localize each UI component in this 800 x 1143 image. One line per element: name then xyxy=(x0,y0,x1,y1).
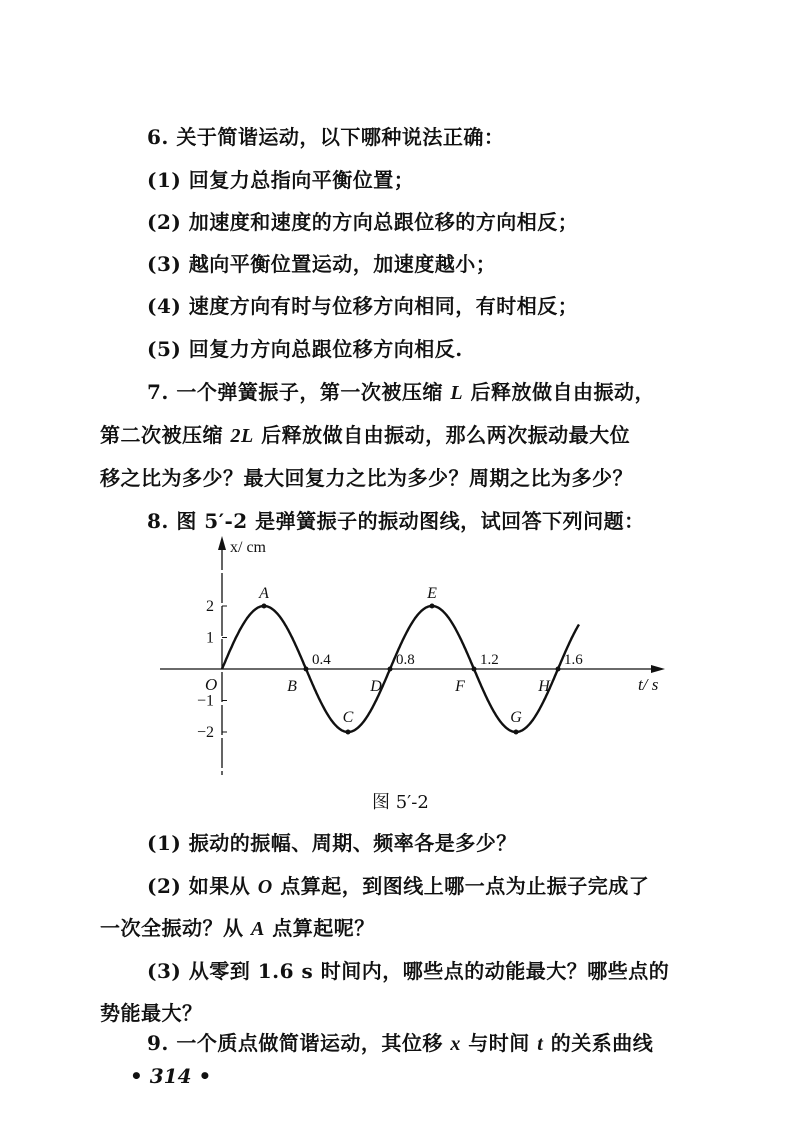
t-axis-arrow xyxy=(651,665,665,673)
variable: t xyxy=(537,1033,544,1055)
point-G xyxy=(514,730,519,735)
y-tick-label: 1 xyxy=(206,629,214,647)
x-axis-label: t/ s xyxy=(638,675,659,694)
variable: A xyxy=(250,918,265,940)
text: 后释放做自由振动， xyxy=(463,380,655,404)
point-H xyxy=(556,667,561,672)
q8-sub-3-cont: 势能最大？ xyxy=(100,1001,203,1025)
x-tick-label: 0.8 xyxy=(396,652,415,668)
text: 与时间 xyxy=(460,1031,538,1055)
q6-option-3: (3) 越向平衡位置运动，加速度越小； xyxy=(147,252,497,276)
point-label-B: B xyxy=(287,678,297,695)
point-F xyxy=(472,667,477,672)
q6-option-4: (4) 速度方向有时与位移方向相同，有时相反； xyxy=(147,294,579,318)
point-label-G: G xyxy=(510,709,522,726)
vibration-graph xyxy=(160,530,680,780)
q8-sub-2-cont xyxy=(100,915,375,942)
q8-sub-2 xyxy=(147,873,649,900)
text: 点算起呢？ xyxy=(264,916,375,940)
q7-line-1 xyxy=(147,379,655,406)
q9-stem xyxy=(147,1030,653,1057)
q6-option-1: (1) 回复力总指向平衡位置； xyxy=(147,168,415,192)
point-label-H: H xyxy=(538,678,550,695)
origin-label: O xyxy=(205,675,218,694)
x-tick-label: 1.6 xyxy=(564,652,583,668)
y-axis-label: x/ cm xyxy=(230,539,266,556)
q8-sub-1: (1) 振动的振幅、周期、频率各是多少？ xyxy=(147,831,517,855)
point-B xyxy=(304,667,309,672)
y-tick-label: 2 xyxy=(206,598,214,615)
variable: O xyxy=(257,876,273,898)
text: 的关系曲线 xyxy=(543,1031,654,1055)
text: 第二次被压缩 xyxy=(100,423,231,447)
q7-line-3: 移之比为多少？最大回复力之比为多少？周期之比为多少？ xyxy=(100,466,633,490)
point-label-E: E xyxy=(427,585,437,602)
variable: x xyxy=(450,1033,461,1055)
text: (2) 如果从 xyxy=(147,874,258,898)
point-E xyxy=(430,604,435,609)
x-axis-arrow xyxy=(218,536,226,550)
variable: L xyxy=(450,382,464,404)
q6-stem: 6. 关于简谐运动，以下哪种说法正确： xyxy=(147,125,505,149)
point-label-C: C xyxy=(342,709,354,726)
q6-option-2: (2) 加速度和速度的方向总跟位移的方向相反； xyxy=(147,210,579,234)
point-label-A: A xyxy=(259,585,269,602)
text: 7. 一个弹簧振子，第一次被压缩 xyxy=(147,380,451,404)
page-number: • 314 • xyxy=(130,1064,212,1088)
q8-stem: 8. 图 5′-2 是弹簧振子的振动图线，试回答下列问题： xyxy=(147,509,645,533)
y-tick-label: −2 xyxy=(196,724,214,741)
point-C xyxy=(346,730,351,735)
x-tick-label: 1.2 xyxy=(480,652,499,668)
variable: 2L xyxy=(230,425,254,447)
q6-option-5: (5) 回复力方向总跟位移方向相反. xyxy=(147,337,463,361)
point-D xyxy=(388,667,393,672)
text: 点算起，到图线上哪一点为止振子完成了 xyxy=(272,874,650,898)
x-tick-label: 0.4 xyxy=(312,652,331,668)
point-label-D: D xyxy=(370,678,382,695)
point-label-F: F xyxy=(455,678,465,695)
text: 9. 一个质点做简谐运动，其位移 xyxy=(147,1031,451,1055)
y-tick-label: −1 xyxy=(196,692,214,710)
text: 后释放做自由振动，那么两次振动最大位 xyxy=(253,423,631,447)
q7-line-2 xyxy=(100,422,630,449)
figure-caption: 图 5′-2 xyxy=(372,792,429,813)
text: 一次全振动？从 xyxy=(100,916,251,940)
q8-sub-3: (3) 从零到 1.6 s 时间内，哪些点的动能最大？哪些点的 xyxy=(147,959,670,983)
point-A xyxy=(262,604,267,609)
